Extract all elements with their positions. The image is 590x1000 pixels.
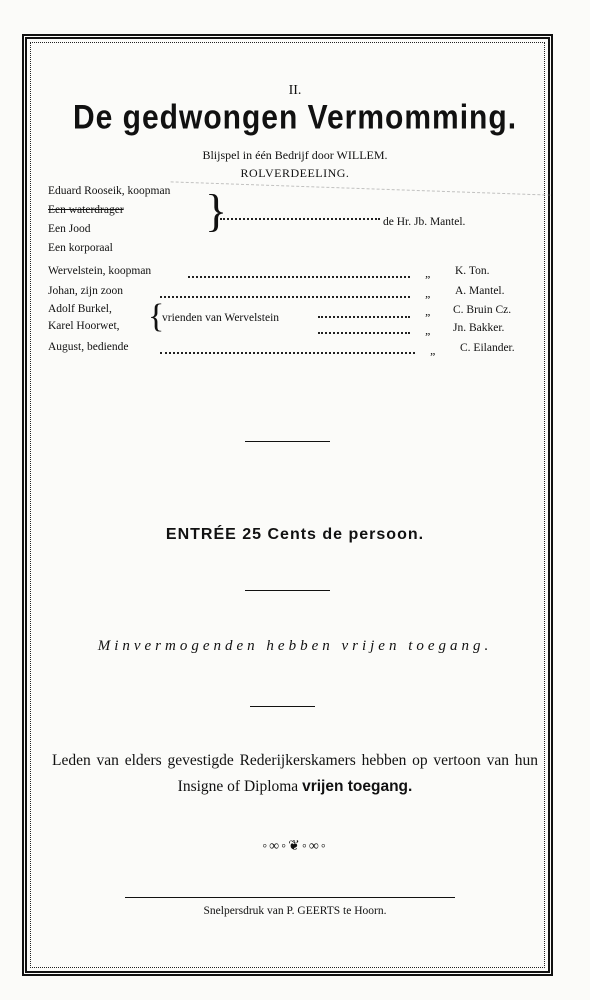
cast-role: Wervelstein, koopman (48, 265, 152, 277)
cast-actor: C. Eilander. (460, 342, 515, 354)
minvermogenden-notice: Minvermogenden hebben vrijen toegang. (97, 638, 493, 654)
cast-role: Een Jood (48, 223, 91, 235)
cast-role: Een korporaal (48, 242, 113, 254)
cast-actor: K. Ton. (455, 265, 490, 277)
divider-rule (250, 706, 315, 707)
cast-actor: de Hr. Jb. Mantel. (383, 216, 466, 228)
dot-leader (318, 332, 410, 334)
dot-leader (220, 218, 380, 220)
ditto-mark: „ (425, 286, 432, 300)
cast-actor: C. Bruin Cz. (453, 304, 512, 316)
divider-rule (245, 441, 330, 442)
leden-text: Leden van elders gevestigde Rederijkerskamers hebben op vertoon van hun Insigne of Diploma (52, 752, 538, 795)
divider-rule (245, 590, 330, 591)
dot-leader (160, 352, 415, 354)
cast-role: Eduard Rooseik, koopman (48, 185, 171, 197)
cast-actor: A. Mantel. (455, 285, 505, 297)
cast-actor: Jn. Bakker. (453, 322, 505, 334)
ditto-mark: „ (425, 323, 432, 337)
cast-brace: } (205, 185, 228, 236)
rolverdeeling-heading: ROLVERDEELING. (240, 166, 350, 180)
dot-leader (188, 276, 410, 278)
entree-price: ENTRÉE 25 Cents de persoon. (165, 526, 425, 543)
ornament-flourish: ◦∞◦❦◦∞◦ (262, 839, 328, 854)
dot-leader (160, 296, 410, 298)
play-title: De gedwongen Vermomming. (72, 98, 518, 137)
cast-role: Karel Hoorwet, (48, 320, 120, 332)
friends-label: vrienden van Wervelstein (162, 312, 280, 324)
play-subtitle: Blijspel in één Bedrijf door WILLEM. (202, 148, 388, 162)
cast-role: Een waterdrager (48, 204, 124, 216)
cast-role: August, bediende (48, 341, 129, 353)
cast-role: Johan, zijn zoon (48, 285, 124, 297)
leden-notice (52, 748, 538, 800)
dot-leader (318, 316, 410, 318)
ditto-mark: „ (425, 304, 432, 318)
printer-credit: Snelpersdruk van P. GEERTS te Hoorn. (203, 905, 387, 917)
cast-role: Adolf Burkel, (48, 303, 112, 315)
leden-bold: vrijen toegang. (302, 778, 413, 795)
divider-rule (125, 897, 455, 898)
ditto-mark: „ (430, 343, 437, 357)
play-number: II. (288, 83, 302, 98)
cast-brace: { (148, 298, 165, 335)
ditto-mark: „ (425, 266, 432, 280)
